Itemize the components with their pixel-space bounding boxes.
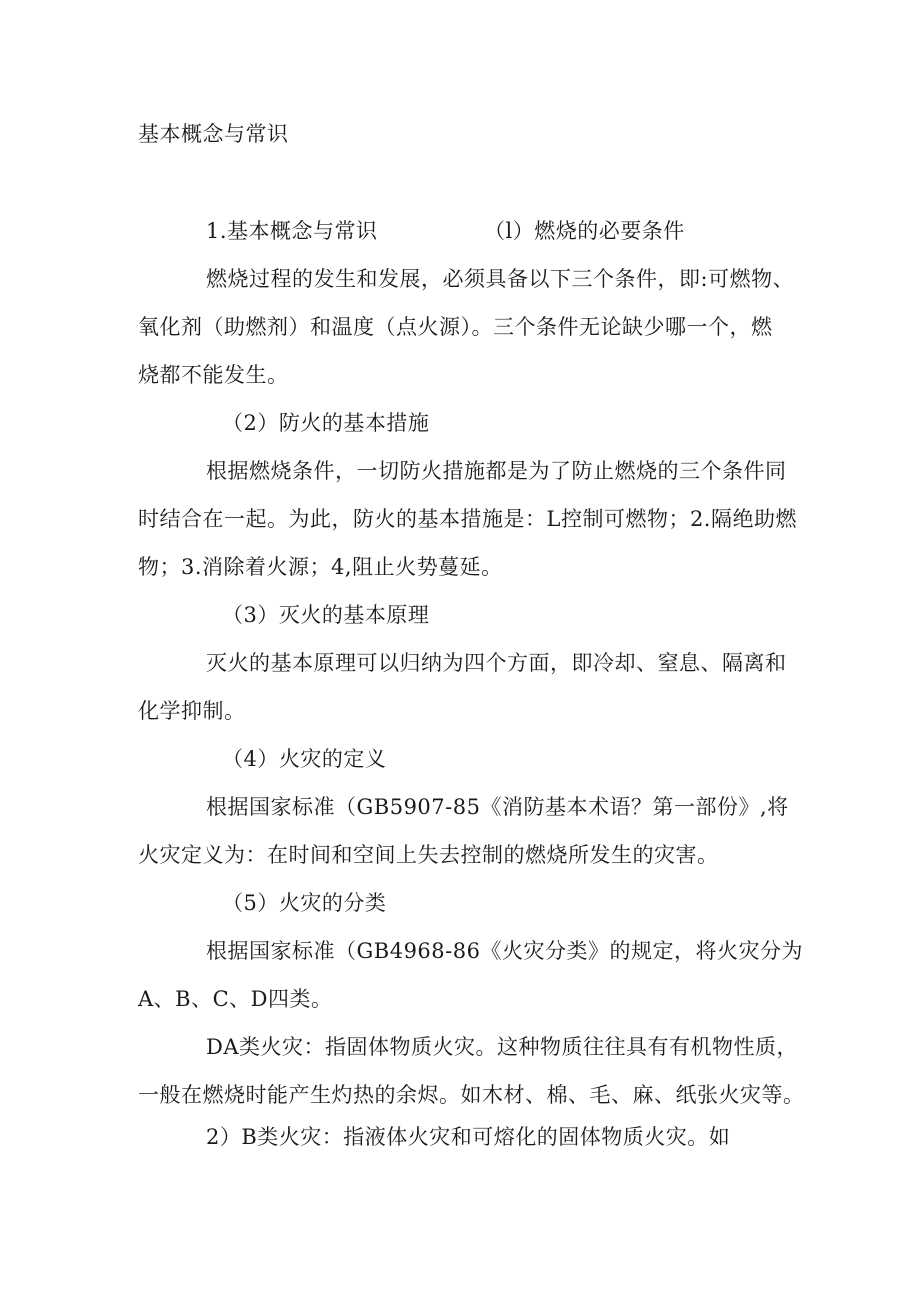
paragraph-2-line-3: 物；3.消除着火源；4,阻止火势蔓延。 [138,555,503,579]
paragraph-6-line-2: 一般在燃烧时能产生灼热的余烬。如木材、棉、毛、麻、纸张火灾等。 [138,1083,805,1107]
section-1-heading: 1.基本概念与常识 [206,219,378,243]
paragraph-3-line-1: 灭火的基本原理可以归纳为四个方面，即冷却、窒息、隔离和 [206,651,787,675]
subsection-4-heading: （4）火灾的定义 [222,747,387,771]
subsection-1-heading: （l）燃烧的必要条件 [484,219,685,243]
subsection-2-heading: （2）防火的基本措施 [222,411,430,435]
paragraph-1-line-3: 烧都不能发生。 [138,363,289,387]
paragraph-7-line-1: 2）B类火灾：指液体火灾和可熔化的固体物质火灾。如 [206,1125,731,1149]
paragraph-1-line-2: 氧化剂（助燃剂）和温度（点火源）。三个条件无论缺少哪一个，燃 [138,315,773,339]
paragraph-5-line-2: A、B、C、D四类。 [138,987,333,1011]
subsection-3-heading: （3）灭火的基本原理 [222,603,430,627]
paragraph-4-line-2: 火灾定义为：在时间和空间上失去控制的燃烧所发生的灾害。 [138,843,719,867]
document-title: 基本概念与常识 [138,122,289,146]
paragraph-5-line-1: 根据国家标准（GB4968-86《火灾分类》的规定，将火灾分为 [206,939,803,963]
paragraph-2-line-2: 时结合在一起。为此，防火的基本措施是：L控制可燃物；2.隔绝助燃 [138,507,797,531]
paragraph-6-line-1: DA类火灾：指固体物质火灾。这种物质往往具有有机物性质， [206,1035,799,1059]
paragraph-3-line-2: 化学抑制。 [138,699,246,723]
paragraph-1-line-1: 燃烧过程的发生和发展，必须具备以下三个条件，即:可燃物、 [206,267,795,291]
paragraph-2-line-1: 根据燃烧条件，一切防火措施都是为了防止燃烧的三个条件同 [206,459,787,483]
paragraph-4-line-1: 根据国家标准（GB5907-85《消防基本术语？第一部份》,将 [206,795,789,819]
subsection-5-heading: （5）火灾的分类 [222,891,387,915]
